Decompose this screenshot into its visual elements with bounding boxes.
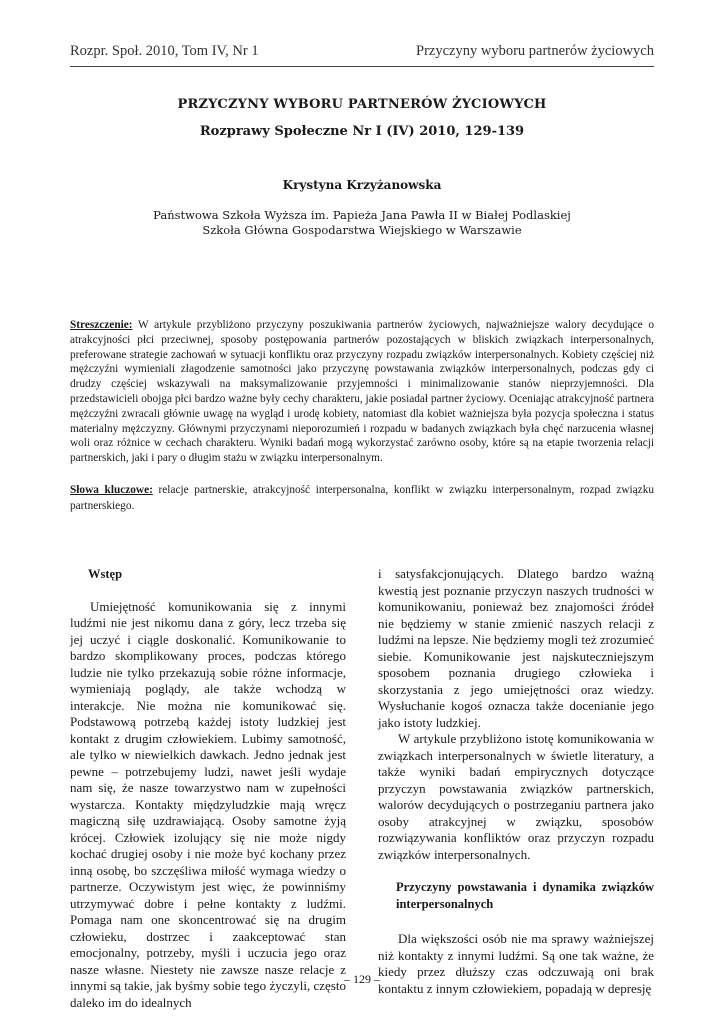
section-heading-intro: Wstęp (88, 567, 123, 581)
section-heading-2: Przyczyny powstawania i dynamika związków interpersonalnych (396, 880, 654, 911)
article-title: PRZYCZYNY WYBORU PARTNERÓW ŻYCIOWYCH (177, 97, 547, 112)
paragraph-3: Dla większości osób nie ma sprawy ważniejszej niż kontakty z innymi ludźmi. Są one tak ważne, że kiedy przez dłuższy czas odczuwają oni brak kontaktu z innym człowiekiem, popadają w depresję (378, 931, 654, 996)
abstract-text: W artykule przybliżono przyczyny poszukiwania partnerów życiowych, najważniejsze walory decydujące o atrakcyjności płci przeciwnej, sposoby postępowania partnerów pozostających w bliskich związkach interpersonalnych, preferowane strategie zachowań w sytuacji konfliktu oraz przyczyny rozpadu związków interpersonalnych. Kobiety częściej niż mężczyźni wymieniali złagodzenie samotności jako przyczynę powstawania związków interpersonalnych, podczas gdy ci drudzy częściej wskazywali na maksymalizowanie przyjemności i minimalizowanie stanów nieprzyjemności. Dla przedstawicieli obojga płci bardzo ważne były cechy charakteru, jakie posiadał partner życiowy. Oceniając atrakcyjność partnera mężczyźni zwracali głównie uwagę na wygląd i urodę kobiety, natomiast dla kobiet ważniejsza była pozycja społeczna i status materialny mężczyzny. Głównymi przyczynami nieporozumień i rozpadu w badanych związkach była chęć narzucenia własnej woli oraz różnice w cechach charakteru. Wyniki badań mogą wykorzystać zarówno osoby, które są na etapie tworzenia relacji partnerskich, jaki i pary o długim stażu w związku interpersonalnym. (70, 319, 654, 465)
keywords-label: Słowa kluczowe: (70, 484, 153, 496)
page-number: – 129 – (344, 972, 380, 986)
keywords (70, 482, 654, 514)
header-divider (70, 66, 654, 67)
keywords-text: relacje partnerskie, atrakcyjność interpersonalna, konflikt w związku interpersonalnym, rozpad związku partnerskiego. (70, 484, 654, 512)
affiliation-1: Państwowa Szkoła Wyższa im. Papieża Jana Pawła II w Białej Podlaskiej (153, 208, 571, 222)
abstract (70, 318, 654, 466)
header-short-title: Przyczyny wyboru partnerów życiowych (416, 43, 654, 59)
paragraph-1-continued: i satysfakcjonujących. Dlatego bardzo ważną kwestią jest poznanie przyczyn naszych trudności w komunikowaniu, ponieważ bez znajomości źródeł nie będziemy w stanie zmienić naszych relacji z ludźmi na lepsze. Nie będziemy mogli też zrozumieć siebie. Komunikowanie jest najskuteczniejszym sposobem poznania drugiego człowieka i skorzystania z jego umiejętności oraz wiedzy. Wysłuchanie kogoś oznacza także docenianie jego jako istoty ludzkiej. (378, 566, 654, 730)
paragraph-2: W artykule przybliżono istotę komunikowania w związkach interpersonalnych w świetle literatury, a także wyniki badań empirycznych dotyczące przyczyn powstawania związków partnerskich, walorów decydujących o postrzeganiu partnera jako osoby atrakcyjnej w związku, sposobów rozwiązywania konfliktów oraz przyczyn rozpadu związków interpersonalnych. (378, 731, 654, 862)
article-citation: Rozprawy Społeczne Nr I (IV) 2010, 129-139 (199, 124, 525, 139)
header-journal: Rozpr. Społ. 2010, Tom IV, Nr 1 (70, 43, 259, 59)
paragraph-1: Umiejętność komunikowania się z innymi ludźmi nie jest nikomu dana z góry, lecz trzeba się jej uczyć i ciągle doskonalić. Komunikowanie to bardzo skomplikowany proces, podczas którego ludzie nie tylko przekazują sobie różne informacje, wymieniają poglądy, ale także wchodzą w interakcje. Nie można nie komunikować się. Podstawową potrzebą każdej istoty ludzkiej jest kontakt z drugim człowiekiem. Lubimy samotność, ale tylko w niewielkich dawkach. Jedno jednak jest pewne – potrzebujemy ludzi, nawet jeśli wydaje nam się, że nasze towarzystwo nam w zupełności wystarcza. Kontakty międzyludzkie mają wręcz magiczną siłę uzdrawiającą. Osoby samotne żyją krócej. Człowiek izolujący się nie może nigdy kochać drugiej osoby i nie może być kochany przez inną osobę, bo szczęśliwa miłość wymaga wiedzy o partnerze. Oczywistym jest więc, że powinniśmy utrzymywać dobre i pełne kontakty z ludźmi. Pomaga nam one skoncentrować się na drugim człowieku, dostrzec i zaakceptować stan emocjonalny, potrzeby, myśli i uczucia jego oraz nasze własne. Niestety nie zawsze nasze relacje z innymi są takie, jak byśmy sobie tego życzyli, często daleko im do idealnych (70, 598, 346, 1010)
affiliation-2: Szkoła Główna Gospodarstwa Wiejskiego w Warszawie (202, 223, 522, 237)
running-header (70, 43, 654, 65)
body-column-left (70, 566, 346, 1011)
body-column-right (378, 566, 654, 997)
author-name: Krystyna Krzyżanowska (282, 178, 442, 192)
abstract-label: Streszczenie: (70, 319, 133, 331)
